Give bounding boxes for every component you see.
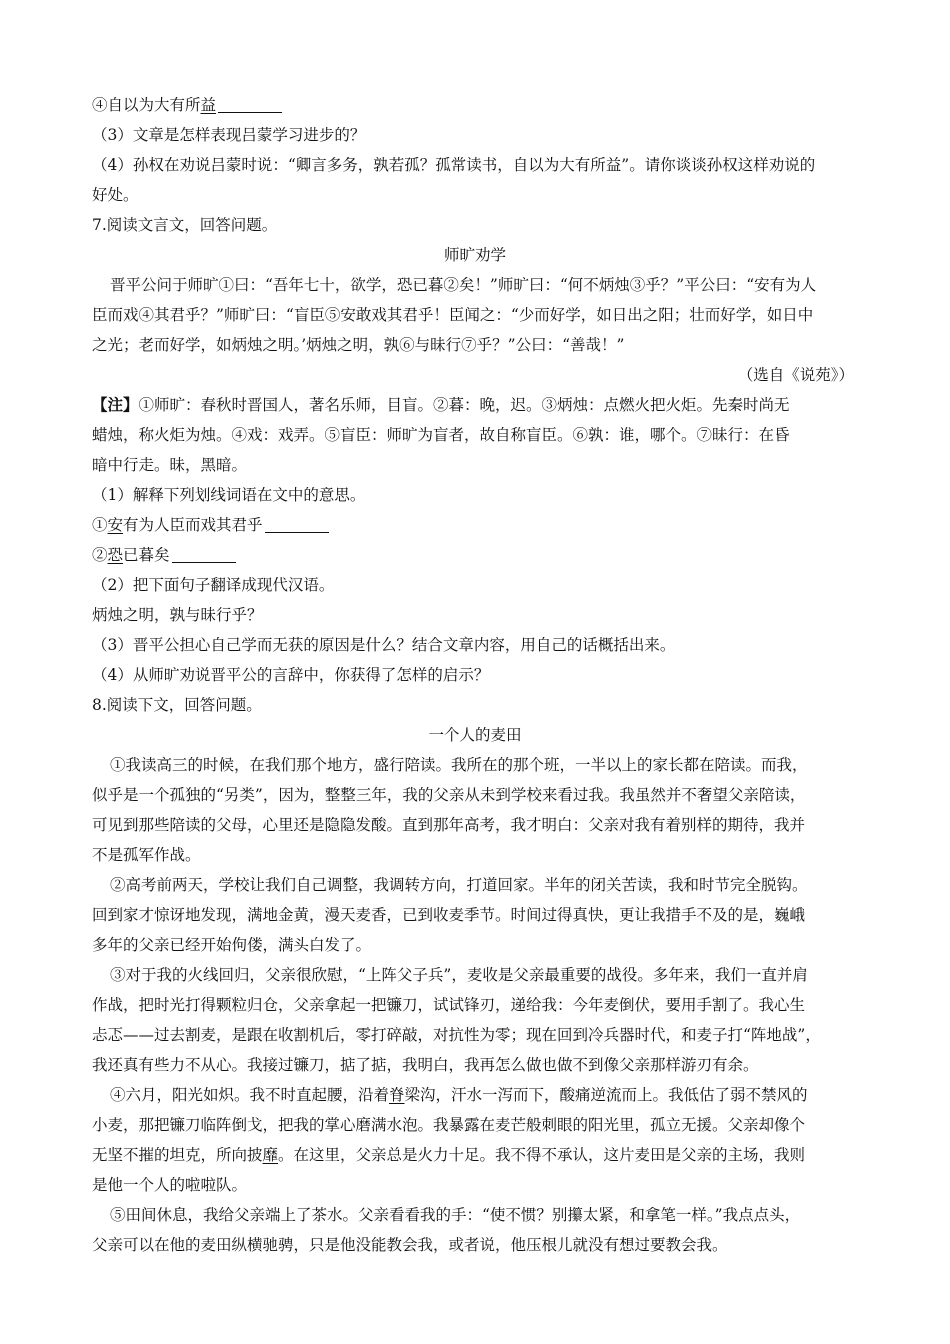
answer-blank xyxy=(218,94,282,113)
q8-para1-line3: 可见到那些陪读的父母，心里还是隐隐发酸。直到那年高考，我才明白：父亲对我有着别样的期待，我并 xyxy=(92,816,806,834)
q7-item2 xyxy=(92,540,858,570)
item-number: ② xyxy=(92,546,108,564)
para-text: 无坚不摧的坦克，所向披 xyxy=(92,1146,263,1164)
q8-para3-line3: 忐忑——过去割麦，是跟在收割机后，零打碎敲，对抗性为零；现在回到冷兵器时代，和麦子打“阵地战”， xyxy=(92,1026,821,1044)
q8-heading: 8.阅读下文，回答问题。 xyxy=(92,696,262,714)
q8-para2-line1: ②高考前两天，学校让我们自己调整，我调转方向，打道回家。半年的闭关苦读，我和时节完全脱钩。 xyxy=(110,876,808,894)
q7-item1 xyxy=(92,510,858,540)
q7-source: （选自《说苑》） xyxy=(737,366,854,384)
q8-para2-line2: 回到家才惊讶地发现，满地金黄，漫天麦香，已到收麦季节。时间过得真快，更让我措手不及的是，巍峨 xyxy=(92,906,806,924)
underlined-word: 恐 xyxy=(107,546,124,564)
q6-sub4-line1: （4）孙权在劝说吕蒙时说：“卿言多务，孰若孤？孤常读书，自以为大有所益”。请你谈谈孙权这样劝说的 xyxy=(92,156,816,174)
answer-blank xyxy=(172,544,236,563)
q7-title: 师旷劝学 xyxy=(443,246,506,264)
q7-sub3: （3）晋平公担心自己学而无获的原因是什么？结合文章内容，用自己的话概括出来。 xyxy=(92,636,676,654)
q7-note-line1 xyxy=(92,390,858,420)
underlined-word: 益 xyxy=(200,96,217,114)
q8-para3-line4: 我还真有些力不从心。我接过镰刀，掂了掂，我明白，我再怎么做也做不到像父亲那样游刃有余。 xyxy=(92,1056,759,1074)
item-number: ④ xyxy=(92,96,108,114)
q8-para4-line4: 是他一个人的啦啦队。 xyxy=(92,1176,248,1194)
underlined-word: 脊 xyxy=(389,1086,405,1104)
q7-passage-line2: 臣而戏④其君乎？”师旷曰：“盲臣⑤安敢戏其君乎！臣闻之：“少而好学，如日出之阳；壮而好学，如日中 xyxy=(92,306,814,324)
q6-item4 xyxy=(92,90,858,120)
q8-para1-line2: 似乎是一个孤独的“另类”，因为，整整三年，我的父亲从未到学校来看过我。我虽然并不奢望父亲陪读， xyxy=(92,786,806,804)
q8-para1-line4: 不是孤军作战。 xyxy=(92,846,201,864)
q7-passage-line3: 之光；老而好学，如炳烛之明。’炳烛之明，孰⑥与昧行⑦乎？”公曰：“善哉！” xyxy=(92,336,625,354)
para-text: ④六月，阳光如炽。我不时直起腰，沿着 xyxy=(110,1086,390,1104)
item-text: 有为人臣而戏其君乎 xyxy=(123,516,263,534)
q7-note-line2: 蜡烛，称火炬为烛。④戏：戏弄。⑤盲臣：师旷为盲者，故自称盲臣。⑥孰：谁，哪个。⑦昧行：在昏 xyxy=(92,426,790,444)
item-number: ① xyxy=(92,516,108,534)
q8-para4-line1 xyxy=(92,1080,858,1110)
q6-sub3: （3）文章是怎样表现吕蒙学习进步的？ xyxy=(92,126,366,144)
q8-para4-line3 xyxy=(92,1140,858,1170)
q8-title: 一个人的麦田 xyxy=(428,726,522,744)
note-tag: 【注】 xyxy=(92,395,139,414)
item-text: 已暮矣 xyxy=(123,546,170,564)
q7-heading: 7.阅读文言文，回答问题。 xyxy=(92,216,278,234)
q7-sentence: 炳烛之明，孰与昧行乎？ xyxy=(92,606,263,624)
underlined-word: 安 xyxy=(107,516,124,534)
q7-sub2: （2）把下面句子翻译成现代汉语。 xyxy=(92,576,335,594)
q8-para3-line2: 作战，把时光打得颗粒归仓，父亲拿起一把镰刀，试试锋刃，递给我：今年麦倒伏，要用手割了。我心生 xyxy=(92,996,806,1014)
para-text: 。在这里，父亲总是火力十足。我不得不承认，这片麦田是父亲的主场，我则 xyxy=(278,1146,806,1164)
q8-para4-line2: 小麦，那把镰刀临阵倒戈，把我的掌心磨满水泡。我暴露在麦芒般刺眼的阳光里，孤立无援。父亲却像个 xyxy=(92,1116,806,1134)
q8-para2-line3: 多年的父亲已经开始佝偻，满头白发了。 xyxy=(92,936,372,954)
item-text: 自以为大有所 xyxy=(107,96,201,114)
q7-note-line3: 暗中行走。昧，黑暗。 xyxy=(92,456,248,474)
q8-para1-line1: ①我读高三的时候，在我们那个地方，盛行陪读。我所在的那个班，一半以上的家长都在陪读。而我， xyxy=(110,756,808,774)
q7-sub4: （4）从师旷劝说晋平公的言辞中，你获得了怎样的启示？ xyxy=(92,666,490,684)
q6-sub4-line2: 好处。 xyxy=(92,186,139,204)
underlined-word: 靡 xyxy=(262,1146,279,1164)
q7-sub1: （1）解释下列划线词语在文中的意思。 xyxy=(92,486,366,504)
q7-passage-line1: 晋平公问于师旷①曰：“吾年七十，欲学，恐已暮②矣！”师旷曰：“何不炳烛③乎？”平公曰：“安有为人 xyxy=(110,276,817,294)
note-text: ①师旷：春秋时晋国人，著名乐师，目盲。②暮：晚，迟。③炳烛：点燃火把火炬。先秦时尚无 xyxy=(138,396,790,414)
q8-para5-line1: ⑤田间休息，我给父亲端上了茶水。父亲看看我的手：“使不惯？别攥太紧，和拿笔一样。”我点点头， xyxy=(110,1206,801,1224)
answer-blank xyxy=(265,514,329,533)
para-text: 梁沟，汗水一泻而下，酸痛逆流而上。我低估了弱不禁风的 xyxy=(404,1086,808,1104)
q8-para3-line1: ③对于我的火线回归，父亲很欣慰，“上阵父子兵”，麦收是父亲最重要的战役。多年来，我们一直并肩 xyxy=(110,966,808,984)
q8-para5-line2: 父亲可以在他的麦田纵横驰骋，只是他没能教会我，或者说，他压根儿就没有想过要教会我。 xyxy=(92,1236,728,1254)
